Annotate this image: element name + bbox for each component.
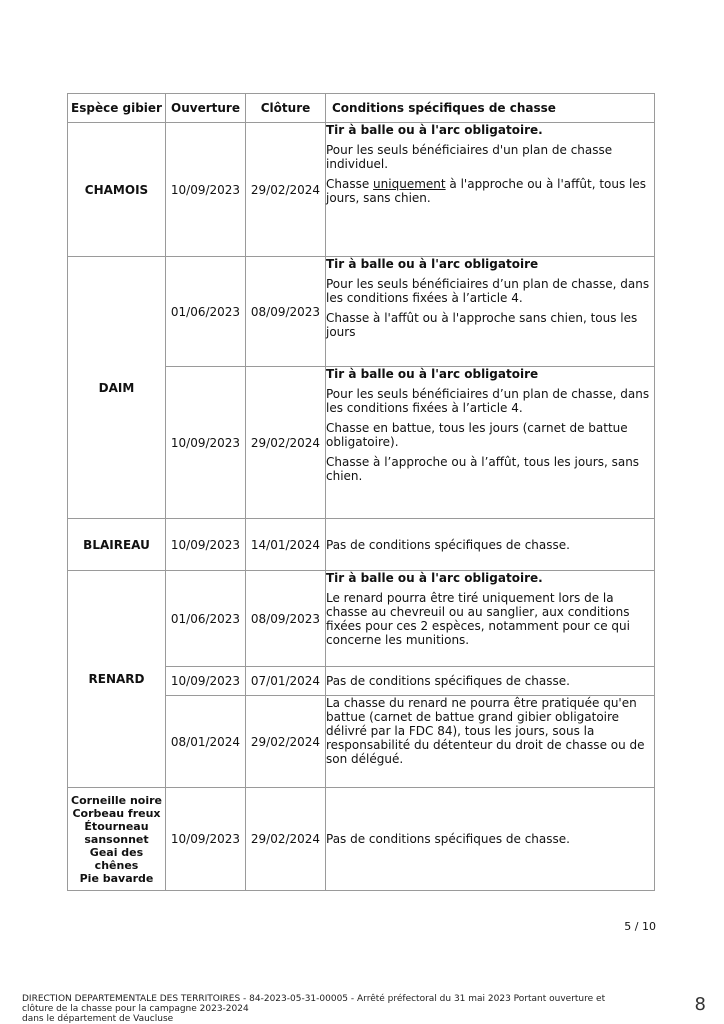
opening-date: 08/01/2024 <box>166 696 246 788</box>
header-conditions: Conditions spécifiques de chasse <box>326 94 655 123</box>
opening-date: 01/06/2023 <box>166 257 246 367</box>
opening-date: 10/09/2023 <box>166 788 246 891</box>
species-line: sansonnet <box>84 832 149 846</box>
sheet-number: 8 <box>694 994 706 1015</box>
species-line: Pie bavarde <box>79 871 154 885</box>
closing-date: 08/09/2023 <box>246 571 326 667</box>
footer-line: DIRECTION DEPARTEMENTALE DES TERRITOIRES - 84-2023-05-31-00005 - Arrêté préfectoral du 31 mai 2023 Portant ouverture et <box>22 994 606 1004</box>
opening-date: 10/09/2023 <box>166 519 246 571</box>
condition-text: Chasse à l'affût ou à l'approche sans chien, tous les jours <box>326 311 638 339</box>
conditions-cell <box>326 257 655 367</box>
condition-text-part: à l'approche ou à l'affût, tous les jours, sans chien. <box>326 177 647 205</box>
species-cell: DAIM <box>68 257 166 519</box>
table-row <box>68 571 655 667</box>
condition-text: Tir à balle ou à l'arc obligatoire <box>326 367 539 381</box>
header-opening: Ouverture <box>166 94 246 123</box>
closing-date: 29/02/2024 <box>246 367 326 519</box>
table-header-row <box>68 94 655 123</box>
closing-date: 07/01/2024 <box>246 667 326 696</box>
condition-text: Pour les seuls bénéficiaires d'un plan de chasse individuel. <box>326 143 613 171</box>
condition-text <box>326 177 654 205</box>
header-closing: Clôture <box>246 94 326 123</box>
conditions-cell <box>326 667 655 696</box>
species-cell: BLAIREAU <box>68 519 166 571</box>
species-line: Corneille noire <box>71 793 162 807</box>
footer-line: clôture de la chasse pour la campagne 2023-2024 <box>22 1004 249 1014</box>
table-row <box>68 257 655 367</box>
closing-date: 29/02/2024 <box>246 696 326 788</box>
condition-text: Pour les seuls bénéficiaires d’un plan de chasse, dans les conditions fixées à l’article 4. <box>326 387 650 415</box>
underlined-word: uniquement <box>373 177 446 191</box>
conditions-cell <box>326 519 655 571</box>
page-number: 5 / 10 <box>624 920 656 933</box>
conditions-cell <box>326 788 655 891</box>
condition-text: Tir à balle ou à l'arc obligatoire. <box>326 123 543 137</box>
closing-date: 08/09/2023 <box>246 257 326 367</box>
species-line: Geai des <box>89 845 144 859</box>
document-footer <box>22 994 662 1024</box>
table-row <box>68 519 655 571</box>
table-row <box>68 788 655 891</box>
opening-date: 10/09/2023 <box>166 667 246 696</box>
condition-text: Chasse à l’approche ou à l’affût, tous les jours, sans chien. <box>326 455 640 483</box>
condition-text: Pas de conditions spécifiques de chasse. <box>326 832 570 846</box>
hunting-conditions-table <box>67 93 655 891</box>
species-line: chênes <box>94 858 139 872</box>
closing-date: 29/02/2024 <box>246 123 326 257</box>
table-row <box>68 123 655 257</box>
species-cell <box>68 788 166 891</box>
condition-text: La chasse du renard ne pourra être pratiquée qu'en battue (carnet de battue grand gibier obligatoire délivré par la FDC 84), tous les jours, sous la responsabilité du détenteur du droit de chasse ou de son délégué. <box>326 696 645 766</box>
conditions-cell <box>326 696 655 788</box>
species-line: Étourneau <box>84 819 149 833</box>
condition-text: Pas de conditions spécifiques de chasse. <box>326 674 570 688</box>
condition-text: Pas de conditions spécifiques de chasse. <box>326 537 570 552</box>
footer-line: dans le département de Vaucluse <box>22 1014 174 1024</box>
header-species: Espèce gibier <box>68 94 166 123</box>
species-cell: CHAMOIS <box>68 123 166 257</box>
condition-text: Chasse en battue, tous les jours (carnet de battue obligatoire). <box>326 421 628 449</box>
condition-text: Le renard pourra être tiré uniquement lors de la chasse au chevreuil ou au sanglier, aux conditions fixées pour ces 2 espèces, notamment pour ce qui concerne les munitions. <box>326 591 630 647</box>
condition-text-part: Chasse <box>326 177 374 191</box>
conditions-cell <box>326 571 655 667</box>
condition-text: Pour les seuls bénéficiaires d’un plan de chasse, dans les conditions fixées à l’article 4. <box>326 277 650 305</box>
opening-date: 01/06/2023 <box>166 571 246 667</box>
closing-date: 14/01/2024 <box>246 519 326 571</box>
condition-text: Tir à balle ou à l'arc obligatoire <box>326 257 539 271</box>
opening-date: 10/09/2023 <box>166 123 246 257</box>
species-cell: RENARD <box>68 571 166 788</box>
conditions-cell <box>326 123 655 257</box>
closing-date: 29/02/2024 <box>246 788 326 891</box>
conditions-cell <box>326 367 655 519</box>
opening-date: 10/09/2023 <box>166 367 246 519</box>
species-line: Corbeau freux <box>72 806 161 820</box>
condition-text: Tir à balle ou à l'arc obligatoire. <box>326 571 543 585</box>
